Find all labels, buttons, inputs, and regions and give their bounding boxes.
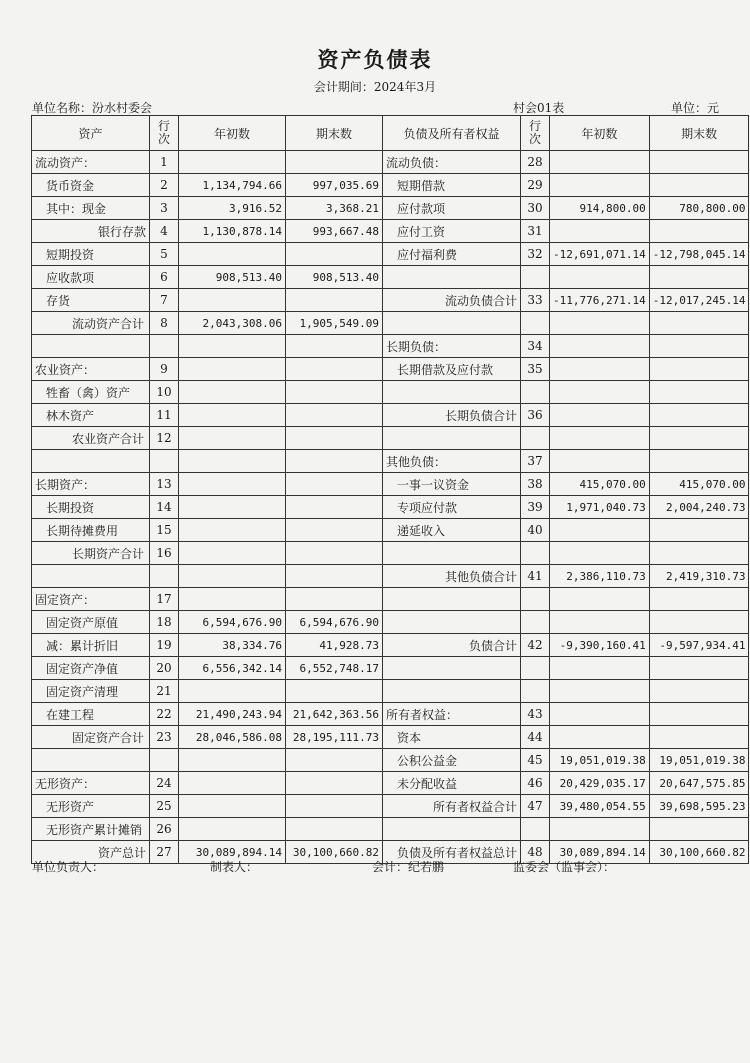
asset-cell: 减：累计折旧 [32, 634, 150, 657]
liability-cell: 流动负债： [383, 151, 521, 174]
asset-cell: 固定资产： [32, 588, 150, 611]
liability-line-cell [521, 611, 550, 634]
liability-end-cell: 415,070.00 [649, 473, 749, 496]
asset-end-cell: 3,368.21 [286, 197, 383, 220]
liability-end-cell: 19,051,019.38 [649, 749, 749, 772]
table-row [32, 496, 749, 519]
asset-begin-cell [179, 588, 286, 611]
liability-end-cell: 2,004,240.73 [649, 496, 749, 519]
table-row [32, 519, 749, 542]
asset-end-cell [286, 565, 383, 588]
page-title: 资产负债表 [317, 47, 433, 72]
table-row [32, 220, 749, 243]
asset-line-cell: 3 [150, 197, 179, 220]
asset-line-cell [150, 450, 179, 473]
liability-begin-cell [550, 404, 650, 427]
asset-line-cell: 25 [150, 795, 179, 818]
asset-line-cell [150, 335, 179, 358]
liability-end-cell [649, 381, 749, 404]
asset-cell: 无形资产累计摊销 [32, 818, 150, 841]
liability-line-cell [521, 427, 550, 450]
asset-end-cell [286, 542, 383, 565]
asset-line-cell: 11 [150, 404, 179, 427]
liability-begin-cell: 19,051,019.38 [550, 749, 650, 772]
liability-cell [383, 680, 521, 703]
col-header-begin-2: 年初数 [550, 116, 650, 151]
liability-cell: 资本 [383, 726, 521, 749]
table-row [32, 358, 749, 381]
table-row [32, 289, 749, 312]
liability-end-cell [649, 220, 749, 243]
asset-begin-cell [179, 335, 286, 358]
liability-cell: 所有者权益： [383, 703, 521, 726]
asset-cell: 其中：现金 [32, 197, 150, 220]
unit-name: 单位名称：汾水村委会 [32, 101, 153, 115]
liability-begin-cell [550, 450, 650, 473]
asset-cell: 资产总计 [32, 841, 150, 864]
table-row [32, 473, 749, 496]
table-row [32, 749, 749, 772]
liability-cell: 应付工资 [383, 220, 521, 243]
liability-cell: 短期借款 [383, 174, 521, 197]
liability-line-cell: 35 [521, 358, 550, 381]
footer-unit-head: 单位负责人： [32, 860, 105, 874]
col-header-begin: 年初数 [179, 116, 286, 151]
asset-cell: 应收款项 [32, 266, 150, 289]
liability-begin-cell [550, 818, 650, 841]
asset-begin-cell: 1,130,878.14 [179, 220, 286, 243]
liability-line-cell: 34 [521, 335, 550, 358]
liability-line-cell: 45 [521, 749, 550, 772]
asset-end-cell [286, 450, 383, 473]
col-header-line-no-2: 行 次 [521, 116, 550, 151]
liability-cell: 长期负债合计 [383, 404, 521, 427]
liability-line-cell: 44 [521, 726, 550, 749]
asset-begin-cell [179, 381, 286, 404]
liability-end-cell [649, 151, 749, 174]
asset-end-cell: 30,100,660.82 [286, 841, 383, 864]
liability-line-cell [521, 266, 550, 289]
asset-begin-cell [179, 680, 286, 703]
asset-begin-cell [179, 404, 286, 427]
asset-line-cell: 4 [150, 220, 179, 243]
table-row [32, 772, 749, 795]
asset-line-cell: 14 [150, 496, 179, 519]
liability-begin-cell: -9,390,160.41 [550, 634, 650, 657]
asset-begin-cell [179, 243, 286, 266]
footer-accountant: 会计：纪若鹏 [372, 860, 445, 874]
liability-cell: 负债及所有者权益总计 [383, 841, 521, 864]
asset-end-cell [286, 772, 383, 795]
asset-cell: 无形资产 [32, 795, 150, 818]
liability-begin-cell: 1,971,040.73 [550, 496, 650, 519]
asset-line-cell: 10 [150, 381, 179, 404]
asset-begin-cell: 28,046,586.08 [179, 726, 286, 749]
liability-end-cell [649, 588, 749, 611]
asset-begin-cell [179, 289, 286, 312]
asset-cell: 长期待摊费用 [32, 519, 150, 542]
asset-end-cell [286, 243, 383, 266]
liability-cell: 一事一议资金 [383, 473, 521, 496]
liability-line-cell: 42 [521, 634, 550, 657]
asset-begin-cell [179, 473, 286, 496]
liability-line-cell: 32 [521, 243, 550, 266]
liability-end-cell [649, 312, 749, 335]
liability-begin-cell [550, 542, 650, 565]
asset-begin-cell [179, 565, 286, 588]
asset-begin-cell: 3,916.52 [179, 197, 286, 220]
liability-end-cell: 780,800.00 [649, 197, 749, 220]
footer-preparer: 制表人： [210, 860, 259, 874]
asset-cell: 银行存款 [32, 220, 150, 243]
liability-end-cell [649, 450, 749, 473]
table-row [32, 795, 749, 818]
asset-end-cell: 1,905,549.09 [286, 312, 383, 335]
liability-line-cell [521, 818, 550, 841]
liability-line-cell: 46 [521, 772, 550, 795]
table-row [32, 634, 749, 657]
asset-cell: 长期资产合计 [32, 542, 150, 565]
liability-cell: 长期负债： [383, 335, 521, 358]
asset-line-cell: 6 [150, 266, 179, 289]
asset-end-cell: 993,667.48 [286, 220, 383, 243]
liability-end-cell [649, 657, 749, 680]
liability-end-cell [649, 335, 749, 358]
liability-begin-cell: -12,691,071.14 [550, 243, 650, 266]
asset-begin-cell [179, 818, 286, 841]
asset-cell: 固定资产原值 [32, 611, 150, 634]
asset-end-cell [286, 289, 383, 312]
liability-cell: 专项应付款 [383, 496, 521, 519]
asset-begin-cell [179, 358, 286, 381]
asset-begin-cell [179, 427, 286, 450]
asset-begin-cell: 38,334.76 [179, 634, 286, 657]
liability-cell [383, 657, 521, 680]
liability-begin-cell [550, 381, 650, 404]
liability-line-cell: 30 [521, 197, 550, 220]
asset-line-cell: 8 [150, 312, 179, 335]
liability-cell: 递延收入 [383, 519, 521, 542]
table-row [32, 174, 749, 197]
liability-cell [383, 427, 521, 450]
table-row [32, 312, 749, 335]
asset-begin-cell [179, 450, 286, 473]
asset-begin-cell [179, 519, 286, 542]
liability-end-cell [649, 542, 749, 565]
asset-begin-cell [179, 151, 286, 174]
liability-begin-cell [550, 680, 650, 703]
asset-line-cell [150, 749, 179, 772]
liability-end-cell [649, 404, 749, 427]
liability-end-cell: -12,798,045.14 [649, 243, 749, 266]
asset-end-cell [286, 473, 383, 496]
liability-cell [383, 381, 521, 404]
asset-end-cell [286, 795, 383, 818]
asset-end-cell [286, 381, 383, 404]
liability-cell [383, 266, 521, 289]
col-header-end-2: 期末数 [649, 116, 749, 151]
liability-cell: 未分配收益 [383, 772, 521, 795]
asset-begin-cell [179, 772, 286, 795]
asset-line-cell: 16 [150, 542, 179, 565]
asset-begin-cell [179, 795, 286, 818]
asset-begin-cell: 30,089,894.14 [179, 841, 286, 864]
liability-line-cell: 37 [521, 450, 550, 473]
asset-cell: 在建工程 [32, 703, 150, 726]
liability-line-cell [521, 542, 550, 565]
liability-begin-cell: -11,776,271.14 [550, 289, 650, 312]
liability-end-cell: 2,419,310.73 [649, 565, 749, 588]
liability-begin-cell: 20,429,035.17 [550, 772, 650, 795]
asset-cell: 农业资产： [32, 358, 150, 381]
table-row [32, 450, 749, 473]
liability-cell [383, 588, 521, 611]
table-row [32, 335, 749, 358]
table-row [32, 243, 749, 266]
table-row [32, 657, 749, 680]
asset-end-cell [286, 496, 383, 519]
col-header-asset: 资产 [32, 116, 150, 151]
asset-line-cell: 22 [150, 703, 179, 726]
asset-line-cell [150, 565, 179, 588]
liability-line-cell: 38 [521, 473, 550, 496]
liability-line-cell: 39 [521, 496, 550, 519]
liability-begin-cell [550, 588, 650, 611]
liability-begin-cell: 39,480,054.55 [550, 795, 650, 818]
asset-cell: 林木资产 [32, 404, 150, 427]
table-row [32, 703, 749, 726]
asset-cell: 长期投资 [32, 496, 150, 519]
liability-end-cell: 30,100,660.82 [649, 841, 749, 864]
asset-end-cell [286, 427, 383, 450]
liability-begin-cell [550, 335, 650, 358]
accounting-period: 会计期间：2024年3月 [313, 80, 437, 94]
liability-cell: 应付福利费 [383, 243, 521, 266]
liability-begin-cell [550, 611, 650, 634]
liability-line-cell: 28 [521, 151, 550, 174]
liability-begin-cell: 415,070.00 [550, 473, 650, 496]
liability-line-cell: 47 [521, 795, 550, 818]
asset-begin-cell [179, 542, 286, 565]
table-row [32, 197, 749, 220]
col-header-end: 期末数 [286, 116, 383, 151]
asset-line-cell: 7 [150, 289, 179, 312]
liability-begin-cell [550, 519, 650, 542]
liability-cell: 公积公益金 [383, 749, 521, 772]
liability-end-cell [649, 818, 749, 841]
liability-end-cell [649, 703, 749, 726]
asset-begin-cell [179, 749, 286, 772]
asset-line-cell: 9 [150, 358, 179, 381]
liability-line-cell: 48 [521, 841, 550, 864]
liability-begin-cell [550, 151, 650, 174]
asset-cell [32, 749, 150, 772]
table-body [32, 151, 749, 864]
asset-end-cell: 908,513.40 [286, 266, 383, 289]
liability-begin-cell [550, 312, 650, 335]
liability-end-cell [649, 427, 749, 450]
table-row [32, 588, 749, 611]
liability-begin-cell: 30,089,894.14 [550, 841, 650, 864]
currency-unit: 单位：元 [671, 101, 720, 115]
asset-cell: 流动资产： [32, 151, 150, 174]
asset-cell: 短期投资 [32, 243, 150, 266]
asset-line-cell: 12 [150, 427, 179, 450]
asset-line-cell: 15 [150, 519, 179, 542]
liability-line-cell: 29 [521, 174, 550, 197]
liability-begin-cell: 914,800.00 [550, 197, 650, 220]
table-row [32, 680, 749, 703]
asset-line-cell: 2 [150, 174, 179, 197]
asset-end-cell [286, 749, 383, 772]
liability-line-cell: 33 [521, 289, 550, 312]
asset-cell: 存货 [32, 289, 150, 312]
liability-end-cell: 20,647,575.85 [649, 772, 749, 795]
asset-end-cell: 28,195,111.73 [286, 726, 383, 749]
asset-end-cell [286, 151, 383, 174]
col-header-line-no: 行 次 [150, 116, 179, 151]
asset-line-cell: 1 [150, 151, 179, 174]
liability-line-cell [521, 312, 550, 335]
liability-end-cell [649, 358, 749, 381]
asset-end-cell: 41,928.73 [286, 634, 383, 657]
liability-line-cell: 40 [521, 519, 550, 542]
liability-end-cell [649, 266, 749, 289]
liability-cell: 其他负债： [383, 450, 521, 473]
liability-line-cell [521, 381, 550, 404]
asset-cell: 牲畜（禽）资产 [32, 381, 150, 404]
asset-end-cell: 997,035.69 [286, 174, 383, 197]
table-row [32, 151, 749, 174]
asset-line-cell: 17 [150, 588, 179, 611]
liability-end-cell: -9,597,934.41 [649, 634, 749, 657]
asset-end-cell [286, 335, 383, 358]
asset-cell: 长期资产： [32, 473, 150, 496]
table-row [32, 818, 749, 841]
balance-sheet-table [31, 115, 749, 864]
asset-end-cell [286, 818, 383, 841]
liability-begin-cell [550, 657, 650, 680]
asset-line-cell: 5 [150, 243, 179, 266]
liability-begin-cell [550, 174, 650, 197]
table-row [32, 404, 749, 427]
asset-cell: 流动资产合计 [32, 312, 150, 335]
liability-cell: 应付款项 [383, 197, 521, 220]
asset-cell: 货币资金 [32, 174, 150, 197]
asset-line-cell: 27 [150, 841, 179, 864]
liability-cell: 长期借款及应付款 [383, 358, 521, 381]
liability-line-cell: 31 [521, 220, 550, 243]
asset-end-cell [286, 358, 383, 381]
liability-end-cell [649, 611, 749, 634]
liability-cell [383, 542, 521, 565]
form-number: 村会01表 [513, 101, 565, 115]
liability-cell: 负债合计 [383, 634, 521, 657]
table-row [32, 726, 749, 749]
footer-supervisor: 监委会（监事会）： [513, 860, 616, 874]
asset-begin-cell [179, 496, 286, 519]
asset-line-cell: 23 [150, 726, 179, 749]
asset-end-cell: 6,594,676.90 [286, 611, 383, 634]
liability-line-cell [521, 588, 550, 611]
asset-line-cell: 18 [150, 611, 179, 634]
asset-end-cell: 21,642,363.56 [286, 703, 383, 726]
liability-end-cell: -12,017,245.14 [649, 289, 749, 312]
asset-begin-cell: 1,134,794.66 [179, 174, 286, 197]
asset-line-cell: 13 [150, 473, 179, 496]
table-row [32, 381, 749, 404]
asset-end-cell [286, 680, 383, 703]
liability-end-cell [649, 174, 749, 197]
liability-end-cell [649, 726, 749, 749]
liability-cell: 其他负债合计 [383, 565, 521, 588]
asset-line-cell: 24 [150, 772, 179, 795]
table-row [32, 427, 749, 450]
liability-begin-cell [550, 427, 650, 450]
asset-begin-cell: 21,490,243.94 [179, 703, 286, 726]
asset-begin-cell: 908,513.40 [179, 266, 286, 289]
liability-cell [383, 611, 521, 634]
liability-line-cell: 36 [521, 404, 550, 427]
liability-end-cell [649, 680, 749, 703]
asset-end-cell [286, 588, 383, 611]
liability-cell: 流动负债合计 [383, 289, 521, 312]
liability-begin-cell [550, 266, 650, 289]
table-row [32, 611, 749, 634]
table-row [32, 266, 749, 289]
asset-begin-cell: 2,043,308.06 [179, 312, 286, 335]
asset-cell [32, 450, 150, 473]
asset-cell: 农业资产合计 [32, 427, 150, 450]
col-header-liabilities: 负债及所有者权益 [383, 116, 521, 151]
liability-begin-cell: 2,386,110.73 [550, 565, 650, 588]
asset-cell: 固定资产清理 [32, 680, 150, 703]
liability-cell: 所有者权益合计 [383, 795, 521, 818]
asset-end-cell [286, 404, 383, 427]
asset-line-cell: 26 [150, 818, 179, 841]
asset-begin-cell: 6,594,676.90 [179, 611, 286, 634]
table-header-row [32, 116, 749, 151]
liability-begin-cell [550, 703, 650, 726]
asset-cell [32, 565, 150, 588]
liability-line-cell: 43 [521, 703, 550, 726]
asset-line-cell: 21 [150, 680, 179, 703]
table-row [32, 542, 749, 565]
liability-begin-cell [550, 220, 650, 243]
asset-cell: 无形资产： [32, 772, 150, 795]
asset-cell: 固定资产净值 [32, 657, 150, 680]
asset-line-cell: 19 [150, 634, 179, 657]
asset-line-cell: 20 [150, 657, 179, 680]
asset-begin-cell: 6,556,342.14 [179, 657, 286, 680]
asset-end-cell [286, 519, 383, 542]
asset-cell: 固定资产合计 [32, 726, 150, 749]
liability-cell [383, 312, 521, 335]
liability-line-cell: 41 [521, 565, 550, 588]
table-row [32, 565, 749, 588]
liability-begin-cell [550, 358, 650, 381]
asset-cell [32, 335, 150, 358]
liability-end-cell: 39,698,595.23 [649, 795, 749, 818]
liability-end-cell [649, 519, 749, 542]
liability-cell [383, 818, 521, 841]
liability-line-cell [521, 680, 550, 703]
asset-end-cell: 6,552,748.17 [286, 657, 383, 680]
liability-begin-cell [550, 726, 650, 749]
liability-line-cell [521, 657, 550, 680]
